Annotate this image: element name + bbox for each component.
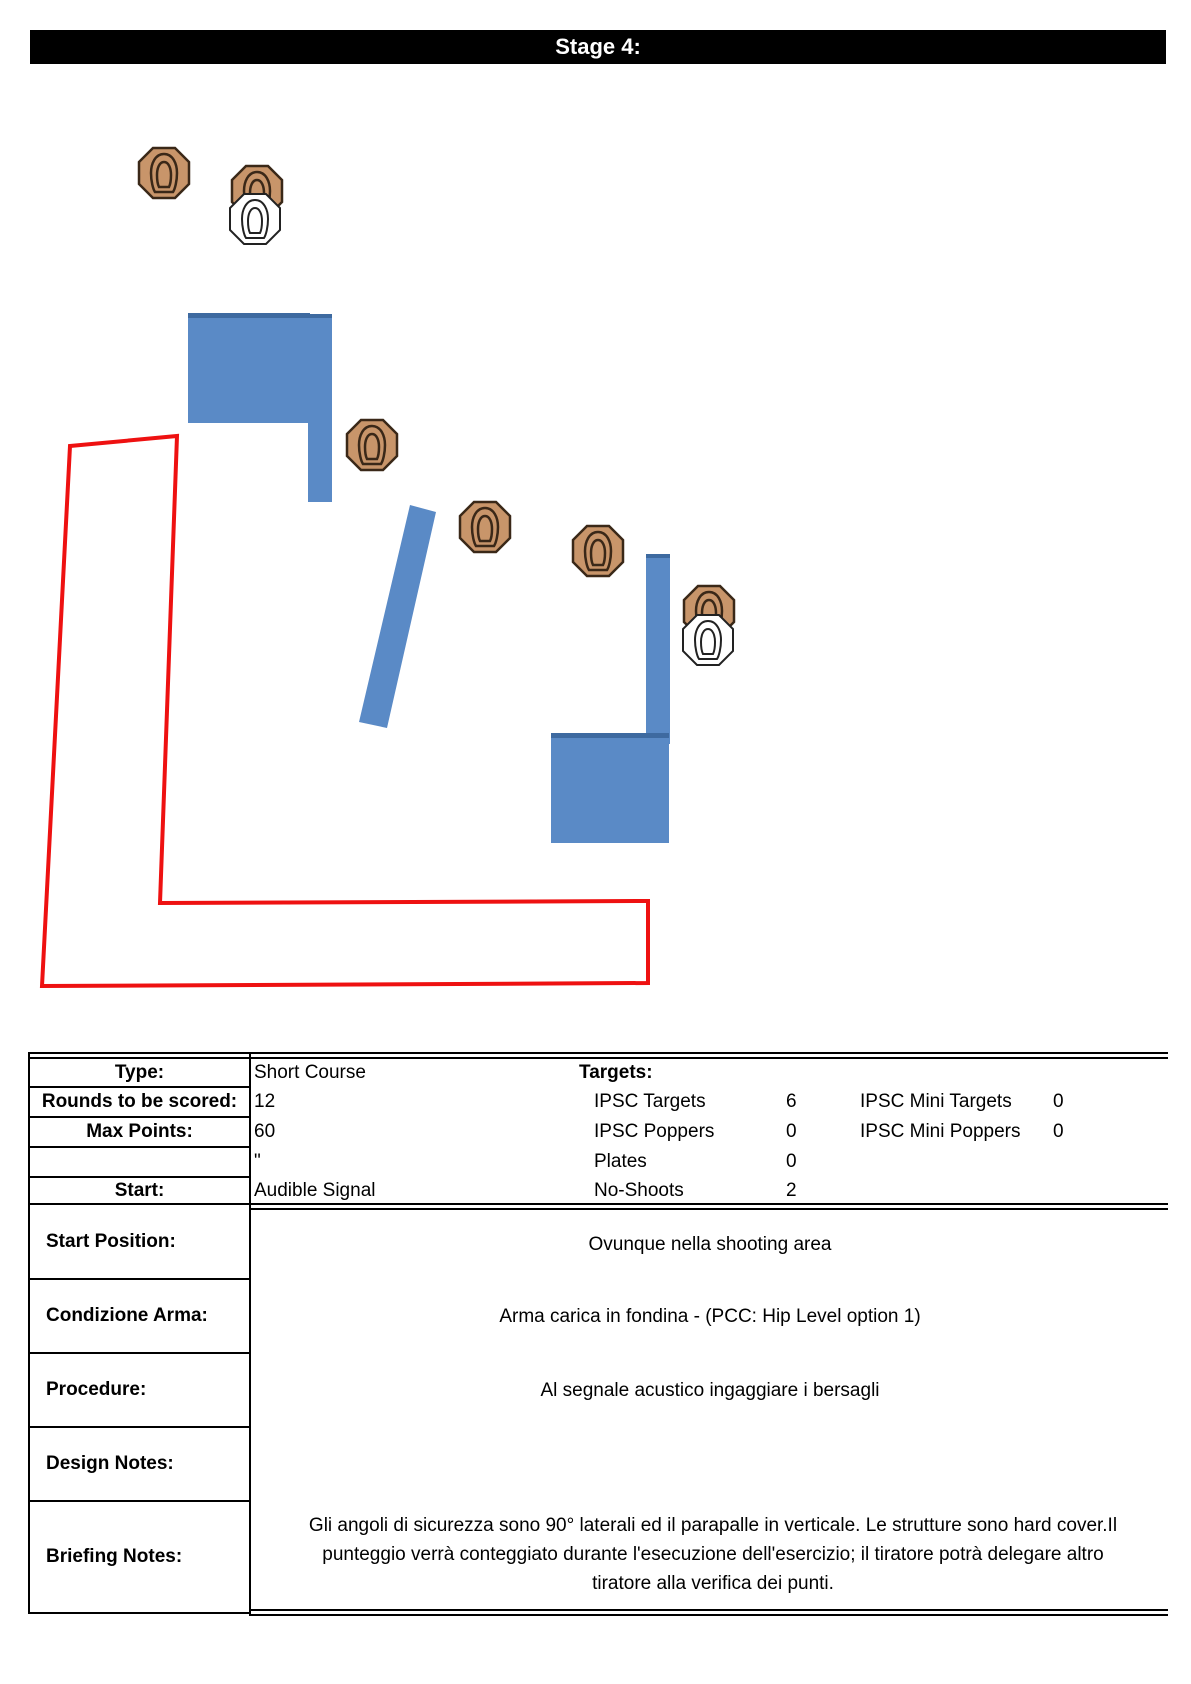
barrier-wall bbox=[188, 313, 310, 423]
start-position-text: Ovunque nella shooting area bbox=[588, 1233, 832, 1255]
blank-value: " bbox=[254, 1151, 261, 1172]
ipsc-targets-label: IPSC Targets bbox=[594, 1091, 706, 1112]
maxpoints-label: Max Points: bbox=[86, 1121, 193, 1142]
type-label: Type: bbox=[114, 1062, 165, 1083]
barrier-wall bbox=[646, 554, 670, 744]
mini-targets-value: 0 bbox=[1053, 1091, 1064, 1112]
ipsc-targets-value: 6 bbox=[786, 1091, 797, 1112]
ipsc-target-icon bbox=[347, 420, 397, 470]
barrier-wall bbox=[551, 733, 669, 843]
stage-diagram bbox=[0, 80, 1191, 1020]
ipsc-target-icon bbox=[139, 148, 189, 198]
barrier-wall bbox=[359, 505, 436, 728]
mini-targets-label: IPSC Mini Targets bbox=[860, 1091, 1012, 1112]
plates-label: Plates bbox=[594, 1151, 647, 1172]
procedure-label: Procedure: bbox=[46, 1379, 147, 1400]
ipsc-target-icon bbox=[460, 502, 510, 552]
no-shoots-label: No-Shoots bbox=[594, 1179, 684, 1201]
shooting-area-box bbox=[42, 436, 648, 986]
mini-poppers-value: 0 bbox=[1053, 1121, 1064, 1142]
no-shoot-icon bbox=[683, 615, 733, 665]
briefing-notes-text: Gli angoli di sicurezza sono 90° laterali ed il parapalle in verticale. Le strutture sono hard cover.Il punteggio verrà conteggiato durante l'esecuzione dell'esercizio; il tiratore potrà delegare altro tiratore alla verifica dei punti. bbox=[308, 1515, 1118, 1594]
briefing-notes-label: Briefing Notes: bbox=[46, 1546, 183, 1567]
type-value: Short Course bbox=[254, 1062, 366, 1083]
maxpoints-value: 60 bbox=[254, 1121, 276, 1142]
ipsc-poppers-value: 0 bbox=[786, 1121, 797, 1142]
condizione-arma-label: Condizione Arma: bbox=[46, 1305, 208, 1326]
stage-info-table bbox=[28, 1052, 1168, 1617]
start-value: Audible Signal bbox=[254, 1179, 376, 1201]
mini-poppers-label: IPSC Mini Poppers bbox=[860, 1121, 1021, 1142]
start-label: Start: bbox=[114, 1179, 165, 1201]
no-shoot-icon bbox=[230, 194, 280, 244]
targets-header: Targets: bbox=[579, 1062, 653, 1083]
condizione-arma-text: Arma carica in fondina - (PCC: Hip Level option 1) bbox=[499, 1305, 921, 1327]
ipsc-poppers-label: IPSC Poppers bbox=[594, 1121, 715, 1142]
stage-title: Stage 4: bbox=[30, 30, 1166, 64]
procedure-text: Al segnale acustico ingaggiare i bersagli bbox=[540, 1379, 880, 1401]
design-notes-label: Design Notes: bbox=[46, 1453, 174, 1474]
barrier-wall bbox=[308, 314, 332, 502]
plates-value: 0 bbox=[786, 1151, 797, 1172]
rounds-label: Rounds to be scored: bbox=[41, 1091, 238, 1112]
no-shoots-value: 2 bbox=[786, 1179, 797, 1201]
start-position-label: Start Position: bbox=[46, 1230, 176, 1252]
design-notes-text bbox=[254, 1428, 1166, 1500]
rounds-value: 12 bbox=[254, 1091, 276, 1112]
ipsc-target-icon bbox=[573, 526, 623, 576]
